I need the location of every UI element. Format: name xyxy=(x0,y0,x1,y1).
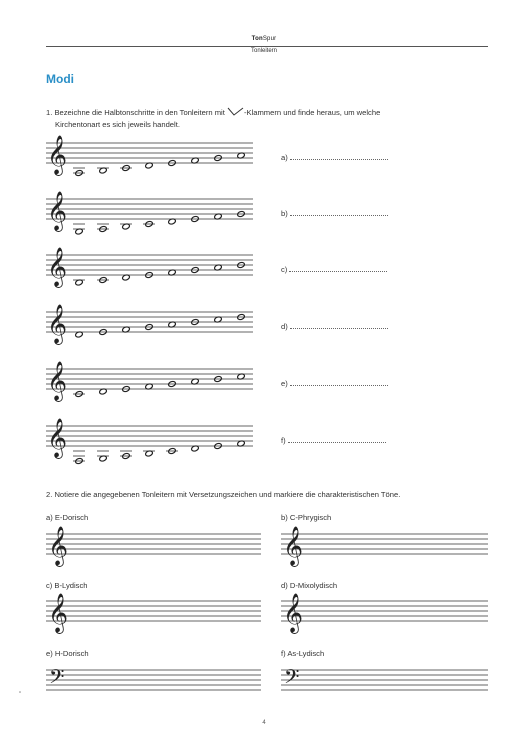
treble-clef-icon: 𝄞 xyxy=(48,593,69,633)
header-section: Tonleitern xyxy=(250,48,277,54)
treble-clef-icon: 𝄞 xyxy=(47,191,68,231)
answer-label: b) xyxy=(281,209,288,218)
treble-clef-icon: 𝄞 xyxy=(47,304,68,344)
treble-clef-icon: 𝄞 xyxy=(47,135,68,175)
page-title: Modi xyxy=(46,72,74,86)
margin-mark xyxy=(19,691,21,693)
task1-instruction: 1. Bezeichne die Halbtonschritte in den Tonleitern mit -Klammern und finde heraus, um welche Kirchentonart es sich jeweils handelt. xyxy=(46,108,381,129)
page-number: 4 xyxy=(262,720,266,726)
bass-clef-icon: 𝄢 xyxy=(49,665,65,693)
task2-label-4: d) D-Mixolydisch xyxy=(281,581,338,590)
treble-clef-icon: 𝄞 xyxy=(47,247,68,287)
answer-label: f) xyxy=(281,436,286,445)
treble-clef-icon: 𝄞 xyxy=(283,593,304,633)
treble-clef-icon: 𝄞 xyxy=(47,361,68,401)
task2-label-6: f) As-Lydisch xyxy=(281,649,325,658)
bass-clef-icon: 𝄢 xyxy=(284,665,300,693)
answer-label: e) xyxy=(281,379,288,388)
treble-clef-icon: 𝄞 xyxy=(283,526,304,566)
task2-instruction: 2. Notiere die angegebenen Tonleitern mit Versetzungszeichen und markiere die charakteristischen Töne. xyxy=(46,490,401,499)
task2-label-3: c) B-Lydisch xyxy=(46,581,88,590)
treble-clef-icon: 𝄞 xyxy=(48,526,69,566)
answer-label: d) xyxy=(281,322,288,331)
header-brand: TonSpur xyxy=(251,36,277,42)
task2-label-2: b) C-Phrygisch xyxy=(281,513,332,522)
task2-label-1: a) E-Dorisch xyxy=(46,513,89,522)
treble-clef-icon: 𝄞 xyxy=(47,418,68,458)
answer-label: a) xyxy=(281,153,288,162)
task2-label-5: e) H-Dorisch xyxy=(46,649,89,658)
answer-label: c) xyxy=(281,265,288,274)
